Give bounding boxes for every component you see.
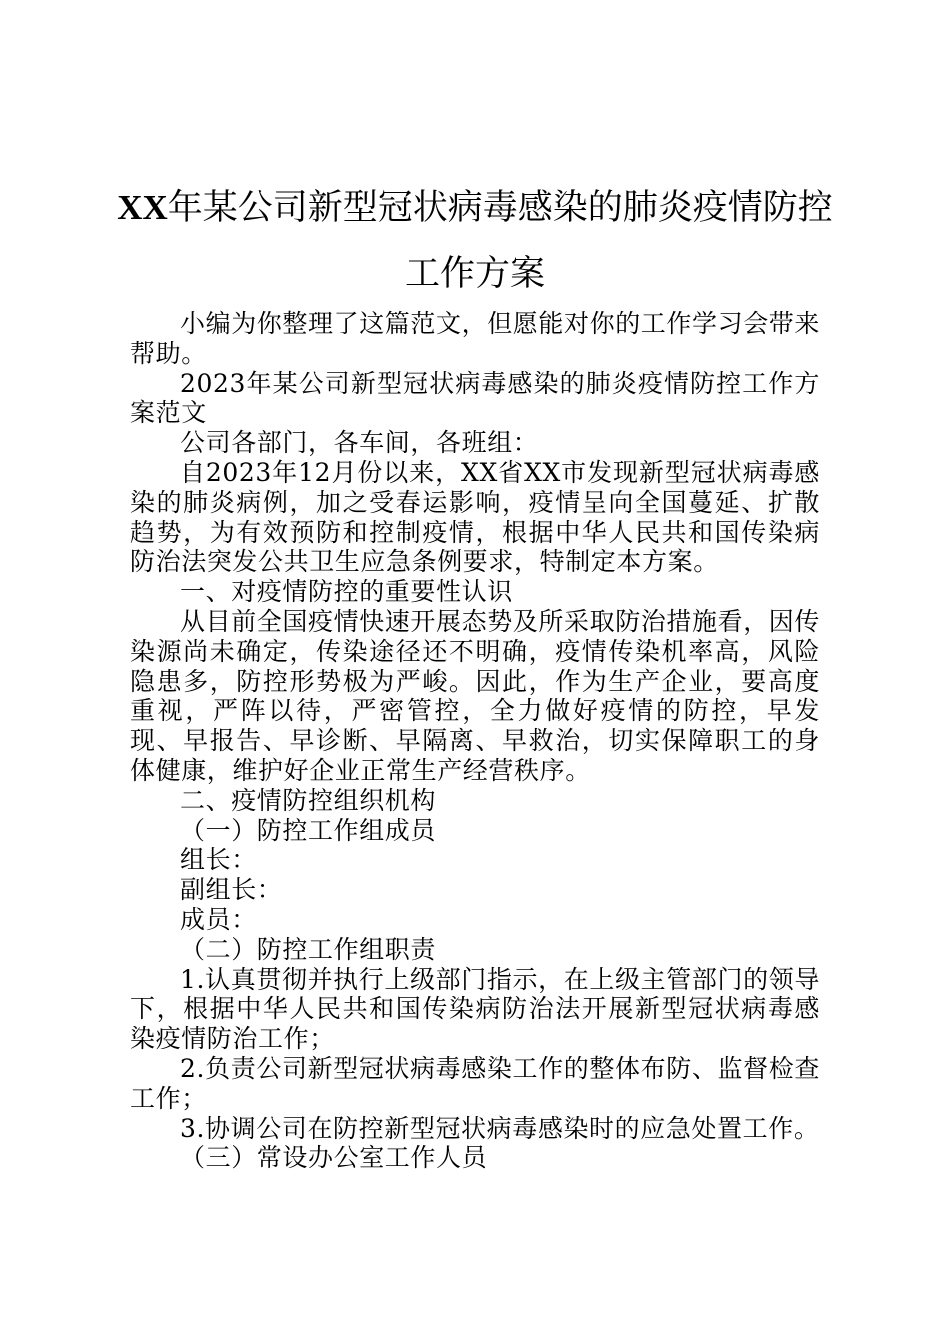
paragraph-subtitle: 2023年某公司新型冠状病毒感染的肺炎疫情防控工作方案范文 bbox=[130, 368, 820, 428]
duty-item-1: 1.认真贯彻并执行上级部门指示，在上级主管部门的领导下，根据中华人民共和国传染病防治法开展新型冠状病毒感染疫情防治工作； bbox=[130, 964, 820, 1054]
field-deputy-leader: 副组长： bbox=[180, 875, 283, 905]
paragraph-intro: 小编为你整理了这篇范文，但愿能对你的工作学习会带来帮助。 bbox=[130, 309, 821, 368]
section-heading-1: 一、对疫情防控的重要性认识 bbox=[180, 577, 513, 607]
document-body bbox=[130, 309, 820, 1173]
paragraph-importance: 从目前全国疫情快速开展态势及所采取防治措施看，因传染源尚未确定，传染途径还不明确，疫情传染机率高，风险隐患多，防控形势极为严峻。因此，作为生产企业，要高度重视，严阵以待，严密管控，全力做好疫情的防控，早发现、早报告、早诊断、早隔离、早救治，切实保障职工的身体健康，维护好企业正常生产经营秩序。 bbox=[130, 606, 821, 785]
section-heading-2: 二、疫情防控组织机构 bbox=[180, 785, 437, 815]
paragraph-salutation: 公司各部门，各车间，各班组： bbox=[180, 428, 539, 458]
duty-item-2: 2.负责公司新型冠状病毒感染工作的整体布防、监督检查工作； bbox=[130, 1053, 820, 1113]
document-title bbox=[115, 175, 835, 307]
field-members: 成员： bbox=[180, 904, 257, 934]
title-text: 年某公司新型冠状病毒感染的肺炎疫情防控工作方案 bbox=[167, 188, 833, 294]
title-prefix: XX bbox=[117, 188, 168, 227]
duty-item-3: 3.协调公司在防控新型冠状病毒感染时的应急处置工作。 bbox=[180, 1113, 820, 1143]
paragraph-background: 自2023年12月份以来，XX省XX市发现新型冠状病毒感染的肺炎病例，加之受春运影响，疫情呈向全国蔓延、扩散趋势，为有效预防和控制疫情，根据中华人民共和国传染病防治法突发公共卫生应急条例要求，特制定本方案。 bbox=[130, 457, 820, 577]
field-team-leader: 组长： bbox=[180, 845, 257, 875]
subsection-heading-1: （一）防控工作组成员 bbox=[180, 815, 437, 845]
subsection-heading-3: （三）常设办公室工作人员 bbox=[180, 1143, 488, 1173]
subsection-heading-2: （二）防控工作组职责 bbox=[180, 934, 437, 964]
